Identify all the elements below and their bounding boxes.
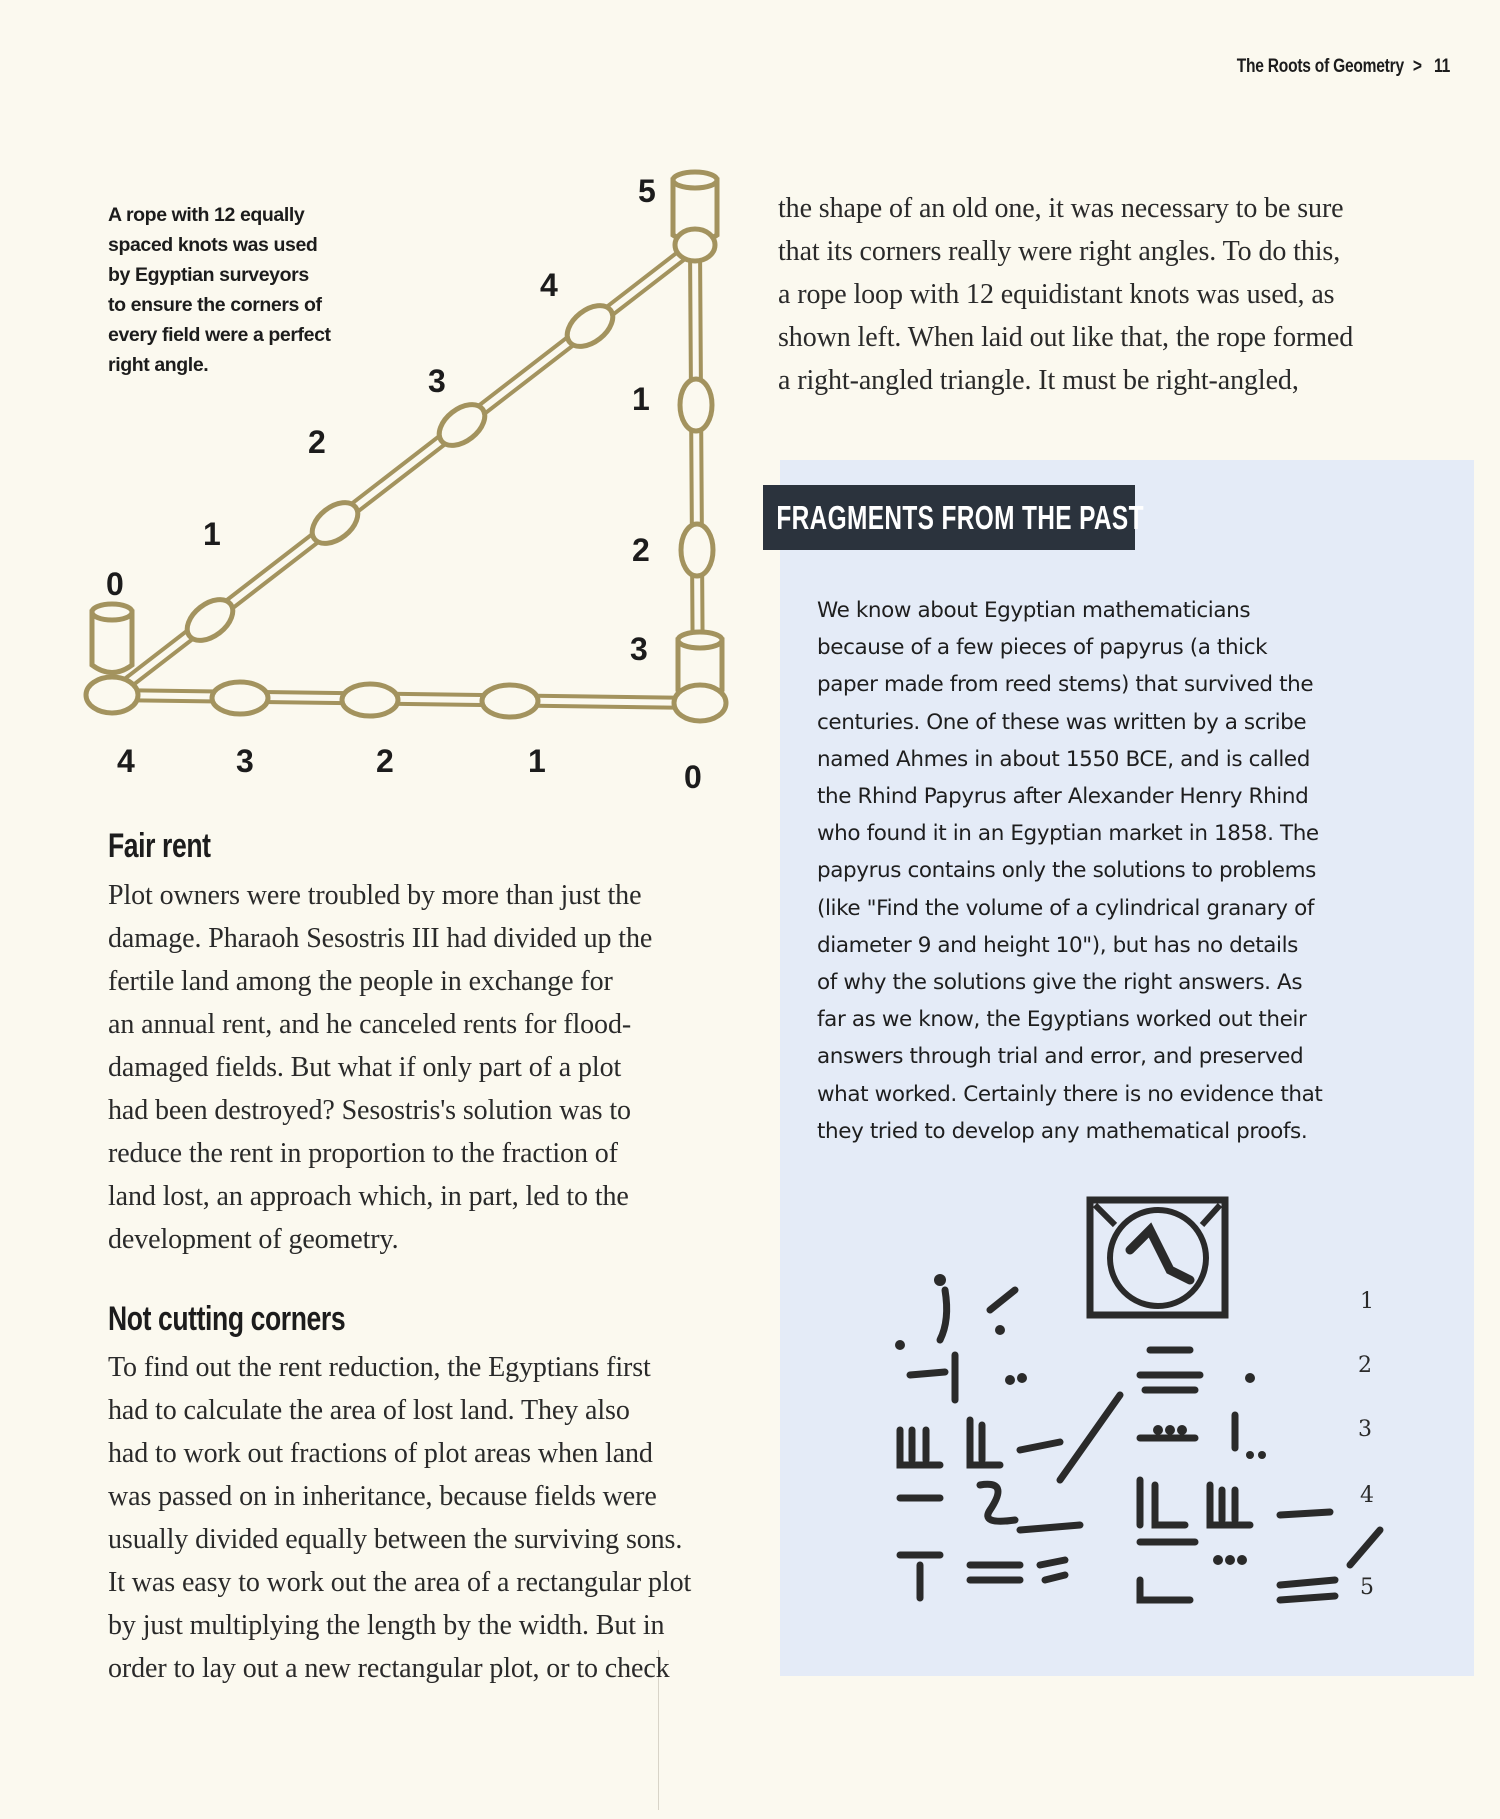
papyrus-line-number: 4: [1360, 1483, 1374, 1508]
text-line: that its corners really were right angles. To do this,: [778, 236, 1341, 267]
text-line: who found it in an Egyptian market in 1858. The: [817, 821, 1319, 847]
knot-label: 4: [117, 743, 135, 779]
fair-rent-text: [108, 874, 652, 1261]
knot-label: 1: [632, 381, 650, 417]
text-line: answers through trial and error, and preserved: [817, 1044, 1304, 1070]
corner-knot: [674, 685, 726, 721]
not-cutting-corners-heading: Not cutting corners: [108, 1300, 346, 1338]
sidebar-title-text: FRAGMENTS FROM THE PAST: [776, 498, 1144, 536]
text-line: named Ahmes in about 1550 BCE, and is called: [817, 746, 1310, 772]
text-line: shown left. When laid out like that, the rope formed: [778, 322, 1354, 353]
knot-label: 3: [236, 743, 254, 779]
text-line: paper made from reed stems) that survived the: [817, 672, 1314, 698]
text-line: the Rhind Papyrus after Alexander Henry Rhind: [817, 784, 1309, 810]
text-line: a rope loop with 12 equidistant knots was used, as: [778, 279, 1335, 310]
text-line: had been destroyed? Sesostris's solution was to: [108, 1095, 631, 1126]
caption-line: every field were a perfect: [108, 324, 331, 346]
knot-label: 3: [428, 363, 446, 399]
rope-knot: [482, 685, 538, 717]
text-line: of why the solutions give the right answers. As: [817, 970, 1303, 996]
knot-label: 0: [684, 759, 702, 795]
text-line: because of a few pieces of papyrus (a thick: [817, 635, 1268, 661]
knot-label: 1: [203, 516, 221, 552]
text-line: It was easy to work out the area of a rectangular plot: [108, 1567, 692, 1598]
caption-line: A rope with 12 equally: [108, 204, 305, 226]
knot-label: 3: [630, 631, 648, 667]
intro-continued-text: [778, 187, 1353, 402]
text-line: had to calculate the area of lost land. They also: [108, 1395, 630, 1426]
corner-knot: [675, 229, 715, 261]
sidebar-text: [817, 592, 1467, 1150]
papyrus-line-number: 5: [1360, 1575, 1374, 1600]
papyrus-line-number: 3: [1358, 1417, 1372, 1442]
text-line: far as we know, the Egyptians worked out their: [817, 1007, 1307, 1033]
rhind-papyrus-hieratic-illustration: [840, 1180, 1400, 1620]
text-line: (like "Find the volume of a cylindrical granary of: [817, 895, 1314, 921]
sidebar-title: [763, 485, 1144, 550]
text-line: had to work out fractions of plot areas when land: [108, 1438, 653, 1469]
text-line: To find out the rent reduction, the Egyptians first: [108, 1352, 651, 1383]
rope-knot: [681, 524, 713, 576]
knot-label: 5: [638, 173, 656, 209]
text-line: was passed on in inheritance, because fields were: [108, 1481, 657, 1512]
caption-line: spaced knots was used: [108, 234, 318, 256]
text-line: centuries. One of these was written by a scribe: [817, 709, 1307, 735]
text-line: We know about Egyptian mathematicians: [817, 598, 1251, 623]
text-line: papyrus contains only the solutions to problems: [817, 858, 1316, 884]
text-line: usually divided equally between the surviving sons.: [108, 1524, 683, 1555]
text-line: land lost, an approach which, in part, led to the: [108, 1181, 629, 1212]
rope-knot: [212, 682, 268, 714]
running-header: [1229, 56, 1450, 78]
text-line: damaged fields. But what if only part of a plot: [108, 1052, 622, 1083]
fair-rent-heading: Fair rent: [108, 827, 211, 865]
text-line: reduce the rent in proportion to the fraction of: [108, 1138, 618, 1169]
text-line: Plot owners were troubled by more than just the: [108, 880, 642, 911]
text-line: the shape of an old one, it was necessary to be sure: [778, 193, 1344, 224]
caption-line: to ensure the corners of: [108, 294, 322, 316]
rope-knot: [342, 684, 398, 716]
text-line: a right-angled triangle. It must be right-angled,: [778, 365, 1299, 396]
knot-label: 0: [106, 566, 124, 602]
caption-line: by Egyptian surveyors: [108, 264, 309, 286]
knot-label: 2: [376, 743, 394, 779]
knotted-rope-triangle-diagram: [70, 150, 770, 810]
knot-label: 2: [308, 424, 326, 460]
text-line: what worked. Certainly there is no evidence that: [817, 1081, 1323, 1107]
caption-line: right angle.: [108, 354, 209, 376]
text-line: diameter 9 and height 10"), but has no details: [817, 932, 1298, 958]
knot-label: 2: [632, 532, 650, 568]
rope-knot: [680, 379, 712, 431]
papyrus-line-number: 2: [1358, 1353, 1372, 1378]
header-separator: >: [1412, 56, 1422, 77]
text-line: by just multiplying the length by the width. But in: [108, 1610, 665, 1641]
text-line: fertile land among the people in exchange for: [108, 966, 613, 997]
chapter-title: The Roots of Geometry: [1236, 56, 1404, 77]
text-line: an annual rent, and he canceled rents for flood-: [108, 1009, 632, 1040]
text-line: damage. Pharaoh Sesostris III had divided up the: [108, 923, 653, 954]
knot-label: 4: [540, 267, 558, 303]
text-line: development of geometry.: [108, 1224, 399, 1255]
text-line: order to lay out a new rectangular plot, or to check: [108, 1653, 670, 1684]
text-line: they tried to develop any mathematical proofs.: [817, 1118, 1308, 1144]
corner-knot: [86, 677, 138, 713]
page-number: 11: [1434, 56, 1450, 77]
not-cutting-corners-text: [108, 1346, 691, 1690]
papyrus-line-number: 1: [1360, 1289, 1374, 1314]
knot-label: 1: [528, 743, 546, 779]
